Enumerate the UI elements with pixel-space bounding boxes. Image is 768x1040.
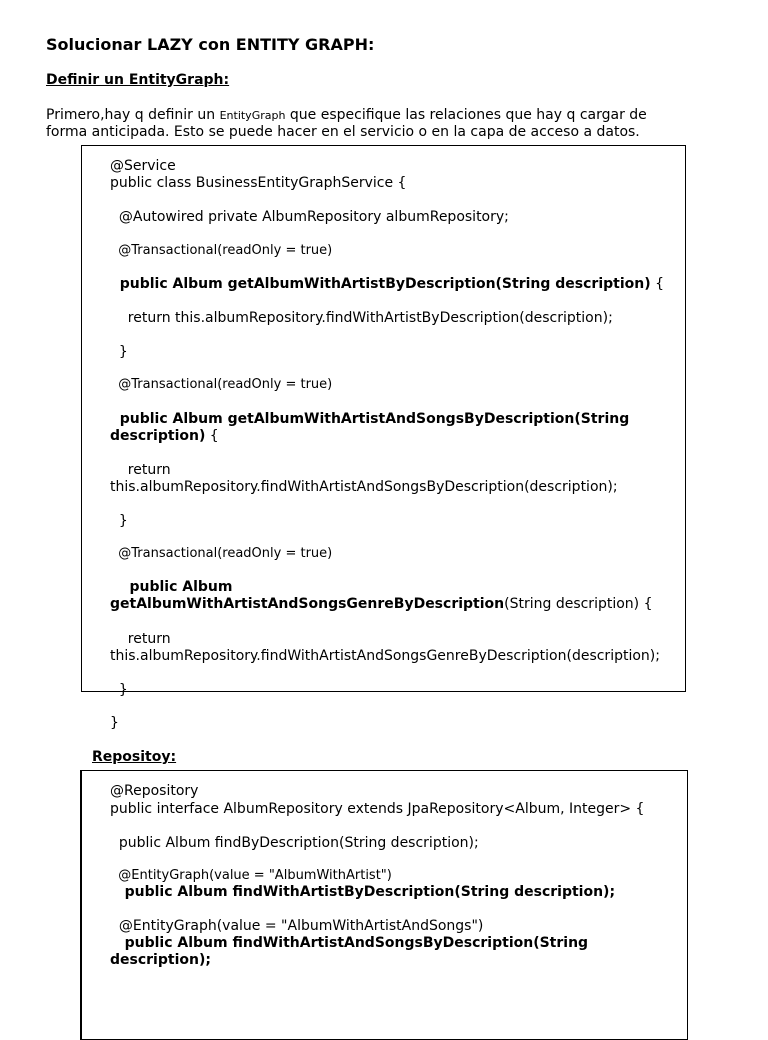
intro-text-a: Primero,hay q definir un: [46, 107, 220, 123]
code-bold: public Album getAlbumWithArtistAndSongsByDescription(String: [110, 411, 630, 427]
code-line: return: [110, 631, 171, 647]
code-bold: description): [110, 428, 206, 444]
code-line: public interface AlbumRepository extends JpaRepository<Album, Integer> {: [110, 801, 645, 817]
code-line: public class BusinessEntityGraphService {: [110, 175, 407, 191]
code-text: {: [205, 428, 219, 444]
code-bold: description);: [110, 952, 211, 968]
code-line: }: [110, 682, 128, 698]
code-line: public Album findByDescription(String description);: [110, 835, 479, 851]
code-bold: getAlbumWithArtistAndSongsGenreByDescription: [110, 596, 505, 612]
code-line: @Transactional(readOnly = true): [110, 546, 333, 561]
code-bold: public Album findWithArtistByDescription(String description);: [110, 884, 616, 900]
code-line: this.albumRepository.findWithArtistAndSongsGenreByDescription(description);: [110, 648, 660, 664]
code-bold: public Album findWithArtistAndSongsByDescription(String: [110, 935, 589, 951]
intro-inline-code: EntityGraph: [219, 109, 286, 122]
code-line: [110, 428, 219, 445]
code-line: [110, 596, 652, 613]
code-line: return this.albumRepository.findWithArtistByDescription(description);: [110, 310, 613, 326]
code-line: [110, 276, 664, 293]
document-title: Solucionar LAZY con ENTITY GRAPH:: [46, 35, 375, 54]
section-heading-entitygraph: Definir un EntityGraph:: [46, 72, 230, 88]
code-line: @Repository: [110, 783, 199, 799]
code-line: @Autowired private AlbumRepository albumRepository;: [110, 209, 509, 225]
code-line: [110, 579, 233, 596]
intro-line-1: [46, 107, 647, 124]
code-line: @EntityGraph(value = "AlbumWithArtistAndSongs"): [110, 918, 484, 934]
code-line: return: [110, 462, 171, 478]
code-line: @Transactional(readOnly = true): [110, 243, 333, 258]
code-bold: public Album: [110, 579, 233, 595]
section-heading-repository: Repositoy:: [92, 749, 177, 765]
code-line: @EntityGraph(value = "AlbumWithArtist"): [110, 868, 392, 883]
code-line: [110, 952, 211, 969]
code-line: [110, 935, 588, 952]
code-line: }: [110, 715, 119, 731]
code-line: }: [110, 344, 128, 360]
intro-text-b: que especifique las relaciones que hay q cargar de: [285, 107, 647, 123]
code-line: @Transactional(readOnly = true): [110, 377, 333, 392]
code-line: }: [110, 513, 128, 529]
intro-line-2: forma anticipada. Esto se puede hacer en el servicio o en la capa de acceso a datos.: [46, 124, 640, 140]
code-line: this.albumRepository.findWithArtistAndSongsByDescription(description);: [110, 479, 618, 495]
code-line: [110, 884, 615, 901]
code-line: [110, 411, 629, 428]
code-bold: public Album getAlbumWithArtistByDescription(String description): [110, 276, 651, 292]
code-text: (String description) {: [504, 596, 653, 612]
code-text: {: [650, 276, 664, 292]
code-line: @Service: [110, 158, 176, 174]
